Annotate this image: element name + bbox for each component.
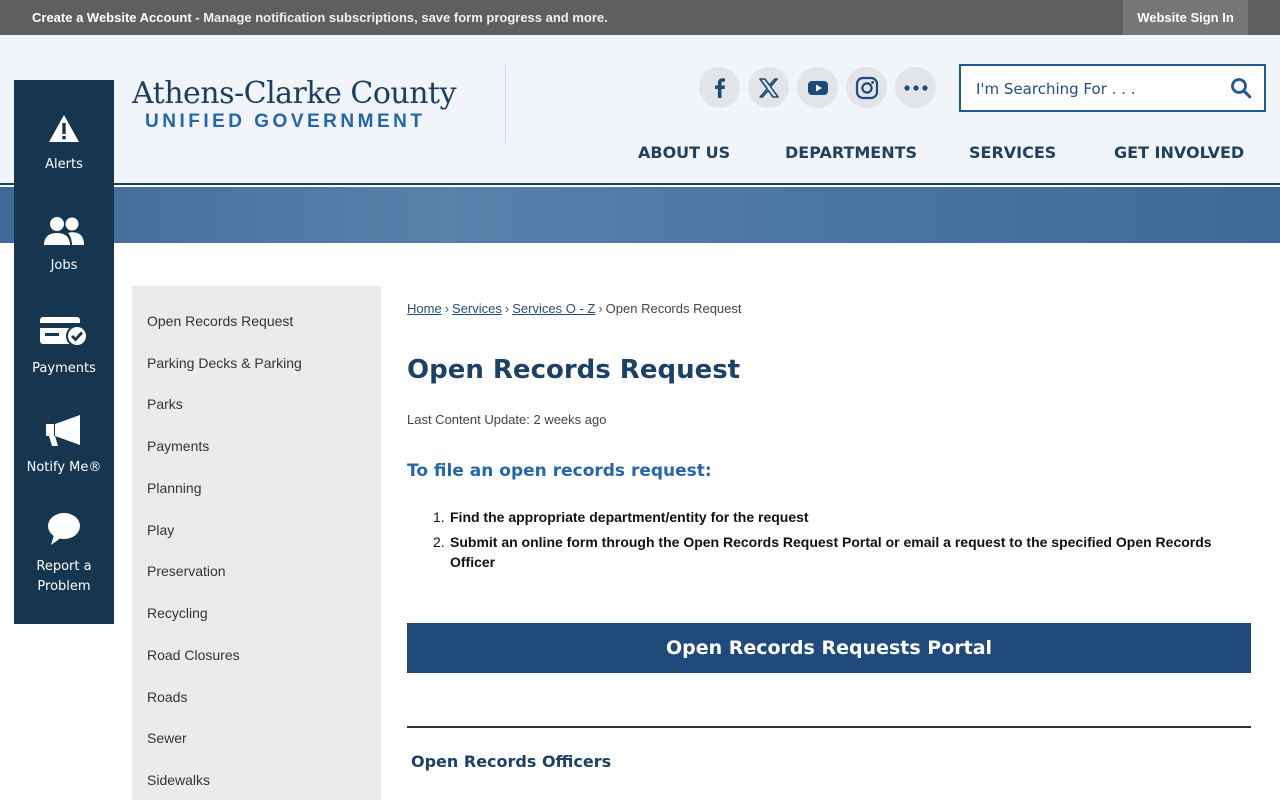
side-menu-item[interactable]: Planning xyxy=(147,480,202,496)
breadcrumb-services-o-z[interactable]: Services O - Z xyxy=(512,301,596,316)
breadcrumb-separator: › xyxy=(504,301,510,316)
more-icon[interactable] xyxy=(895,67,936,108)
side-menu-item[interactable]: Roads xyxy=(147,689,188,705)
list-item xyxy=(433,532,1243,572)
side-menu xyxy=(132,286,381,800)
quick-link-notify-me[interactable] xyxy=(14,413,114,478)
chat-bubble-icon xyxy=(14,512,114,551)
account-message-text: - Manage notification subscriptions, save form progress and more. xyxy=(191,10,608,25)
breadcrumb xyxy=(407,301,742,316)
search-icon[interactable] xyxy=(1230,77,1252,104)
quick-link-label: Payments xyxy=(32,361,96,376)
logo-line-2: UNIFIED GOVERNMENT xyxy=(145,111,426,132)
site-header xyxy=(0,35,1280,185)
side-menu-item[interactable]: Preservation xyxy=(147,563,226,579)
hero-banner xyxy=(0,187,1280,243)
quick-link-alerts[interactable] xyxy=(14,114,114,175)
nav-about-us[interactable]: ABOUT US xyxy=(638,143,731,162)
quick-link-label-2: Problem xyxy=(37,579,91,594)
quick-link-label: Jobs xyxy=(50,258,78,273)
quick-link-jobs[interactable] xyxy=(14,215,114,276)
side-menu-item[interactable]: Recycling xyxy=(147,605,208,621)
breadcrumb-separator: › xyxy=(444,301,450,316)
instagram-icon[interactable] xyxy=(846,67,887,108)
quick-links-panel xyxy=(14,80,114,624)
quick-link-label: Report a xyxy=(36,559,92,574)
quick-link-payments[interactable] xyxy=(14,316,114,379)
list-item xyxy=(433,507,1243,527)
breadcrumb-separator: › xyxy=(598,301,603,316)
search-input[interactable]: I'm Searching For . . . xyxy=(976,80,1136,98)
facebook-icon[interactable] xyxy=(699,67,740,108)
nav-departments[interactable]: DEPARTMENTS xyxy=(785,143,918,162)
last-update: Last Content Update: 2 weeks ago xyxy=(407,412,607,427)
logo-line-1: Athens-Clarke County xyxy=(132,76,457,111)
side-menu-item[interactable]: Parks xyxy=(147,396,183,412)
side-menu-item[interactable]: Parking Decks & Parking xyxy=(147,355,302,371)
quick-link-label: Alerts xyxy=(45,157,83,172)
people-icon xyxy=(14,215,114,250)
side-menu-item[interactable]: Sidewalks xyxy=(147,772,211,788)
breadcrumb-home[interactable]: Home xyxy=(407,301,442,316)
list-number: 2. xyxy=(433,534,445,550)
side-menu-item[interactable]: Open Records Request xyxy=(147,313,294,329)
breadcrumb-current: Open Records Request xyxy=(605,301,742,316)
side-menu-item[interactable]: Play xyxy=(147,522,175,538)
side-menu-item[interactable]: Road Closures xyxy=(147,647,240,663)
account-message xyxy=(32,10,608,25)
alert-icon xyxy=(14,114,114,149)
side-menu-item[interactable]: Payments xyxy=(147,438,210,454)
section-heading: To file an open records request: xyxy=(407,461,712,481)
x-twitter-icon[interactable] xyxy=(748,67,789,108)
youtube-icon[interactable] xyxy=(797,67,838,108)
account-bar xyxy=(0,0,1280,35)
breadcrumb-services[interactable]: Services xyxy=(452,301,502,316)
list-number: 1. xyxy=(433,509,445,525)
sign-in-button[interactable]: Website Sign In xyxy=(1123,0,1248,35)
payment-card-icon xyxy=(14,316,114,353)
step-text: Find the appropriate department/entity for the request xyxy=(450,509,809,525)
quick-link-label: Notify Me® xyxy=(26,460,102,475)
page-title: Open Records Request xyxy=(407,355,741,385)
megaphone-icon xyxy=(14,413,114,452)
create-account-link[interactable]: Create a Website Account xyxy=(32,10,192,25)
nav-get-involved[interactable]: GET INVOLVED xyxy=(1114,143,1245,162)
open-records-portal-button[interactable]: Open Records Requests Portal xyxy=(407,623,1251,673)
steps-list xyxy=(433,507,1243,577)
site-logo[interactable] xyxy=(132,77,456,133)
officers-heading[interactable]: Open Records Officers xyxy=(411,752,612,771)
header-divider xyxy=(505,65,506,143)
search-box[interactable] xyxy=(959,64,1266,112)
step-text: Submit an online form through the Open Records Request Portal or email a request to the specified Open Records Officer xyxy=(450,534,1212,570)
social-links xyxy=(699,67,936,108)
quick-link-report-problem[interactable] xyxy=(14,512,114,597)
section-divider xyxy=(407,726,1251,728)
nav-services[interactable]: SERVICES xyxy=(969,143,1057,162)
side-menu-item[interactable]: Sewer xyxy=(147,730,187,746)
